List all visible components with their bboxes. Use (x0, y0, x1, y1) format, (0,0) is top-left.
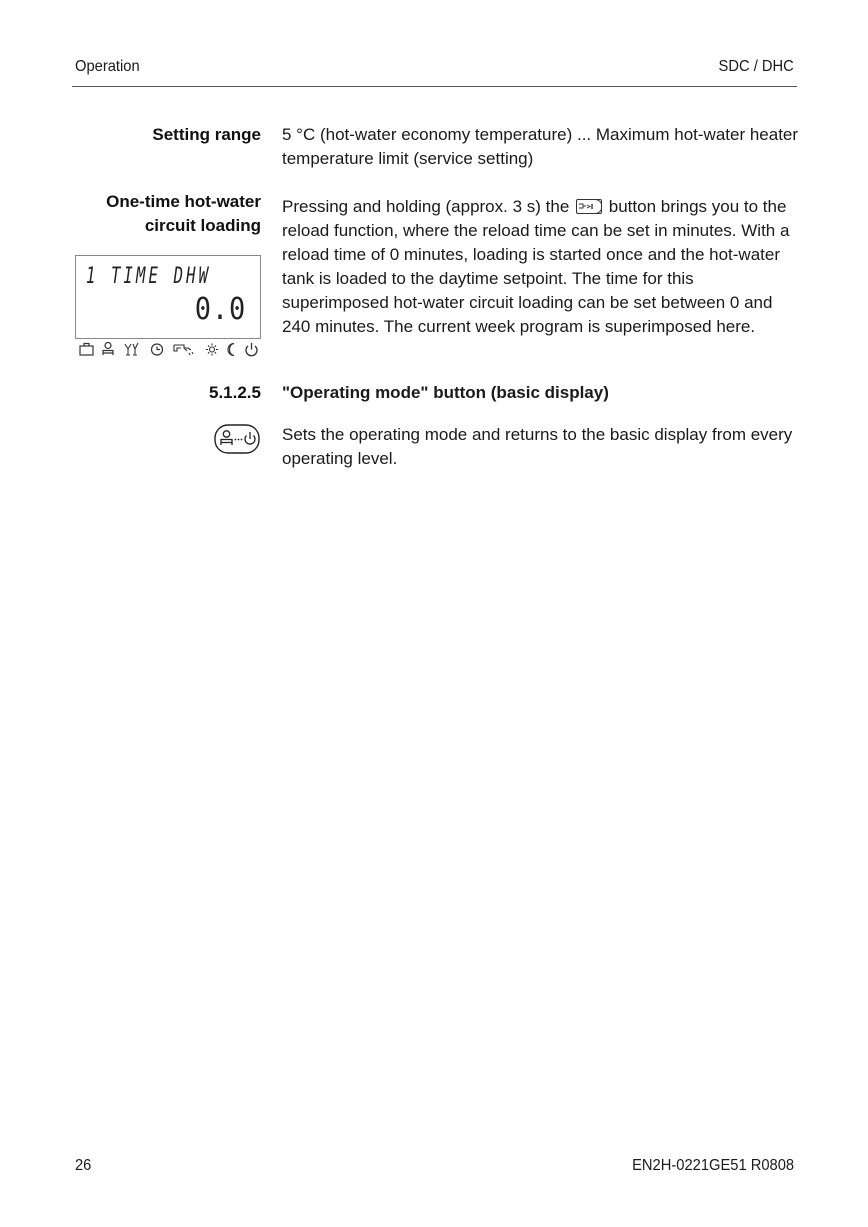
party-glasses-icon (125, 343, 138, 355)
operating-mode-text: Sets the operating mode and returns to the basic display from every operating level. (282, 425, 793, 468)
lcd-display (75, 255, 261, 339)
lcd-status-icons (77, 340, 261, 360)
operating-mode-button-icon (214, 424, 260, 454)
hot-water-tap-button-icon (576, 199, 602, 214)
lcd-line-1: 1 TIME DHW (86, 262, 212, 289)
header-section-title: Operation (75, 58, 140, 75)
onetime-text-part1: Pressing and holding (approx. 3 s) the (282, 197, 570, 216)
onetime-text-part2: button brings you to the reload function, where the reload time can be set in minutes. With a reload time of 0 minutes, loading is started once and the hot-water tank is loaded to the daytime setpoint. The time for this superimposed hot-water circuit loading can be set between 0 and 240 minutes. The current week program is superimposed here. (282, 197, 790, 336)
onetime-loading-text (282, 195, 802, 339)
header-product-name: SDC / DHC (718, 58, 794, 75)
lcd-line-2: 0.0 (194, 292, 246, 327)
onetime-loading-label (106, 190, 261, 238)
setting-range-label: Setting range (152, 125, 261, 144)
onetime-label-line2: circuit loading (144, 216, 261, 235)
setting-range-text: 5 °C (hot-water economy temperature) ... Maximum hot-water heater temperature limit (service setting) (282, 125, 799, 168)
moon-icon (228, 344, 234, 356)
document-code: EN2H-0221GE51 R0808 (631, 1157, 794, 1174)
sun-icon (206, 344, 218, 356)
clock-icon (152, 344, 163, 355)
onetime-label-line1: One-time hot-water (106, 192, 261, 211)
person-icon (103, 343, 113, 356)
page-number: 26 (75, 1157, 92, 1174)
section-title: "Operating mode" button (basic display) (282, 383, 609, 402)
suitcase-icon (80, 344, 93, 356)
section-number: 5.1.2.5 (209, 383, 261, 402)
tap-icon (174, 345, 193, 355)
power-icon (246, 343, 257, 356)
header-rule (72, 86, 797, 87)
